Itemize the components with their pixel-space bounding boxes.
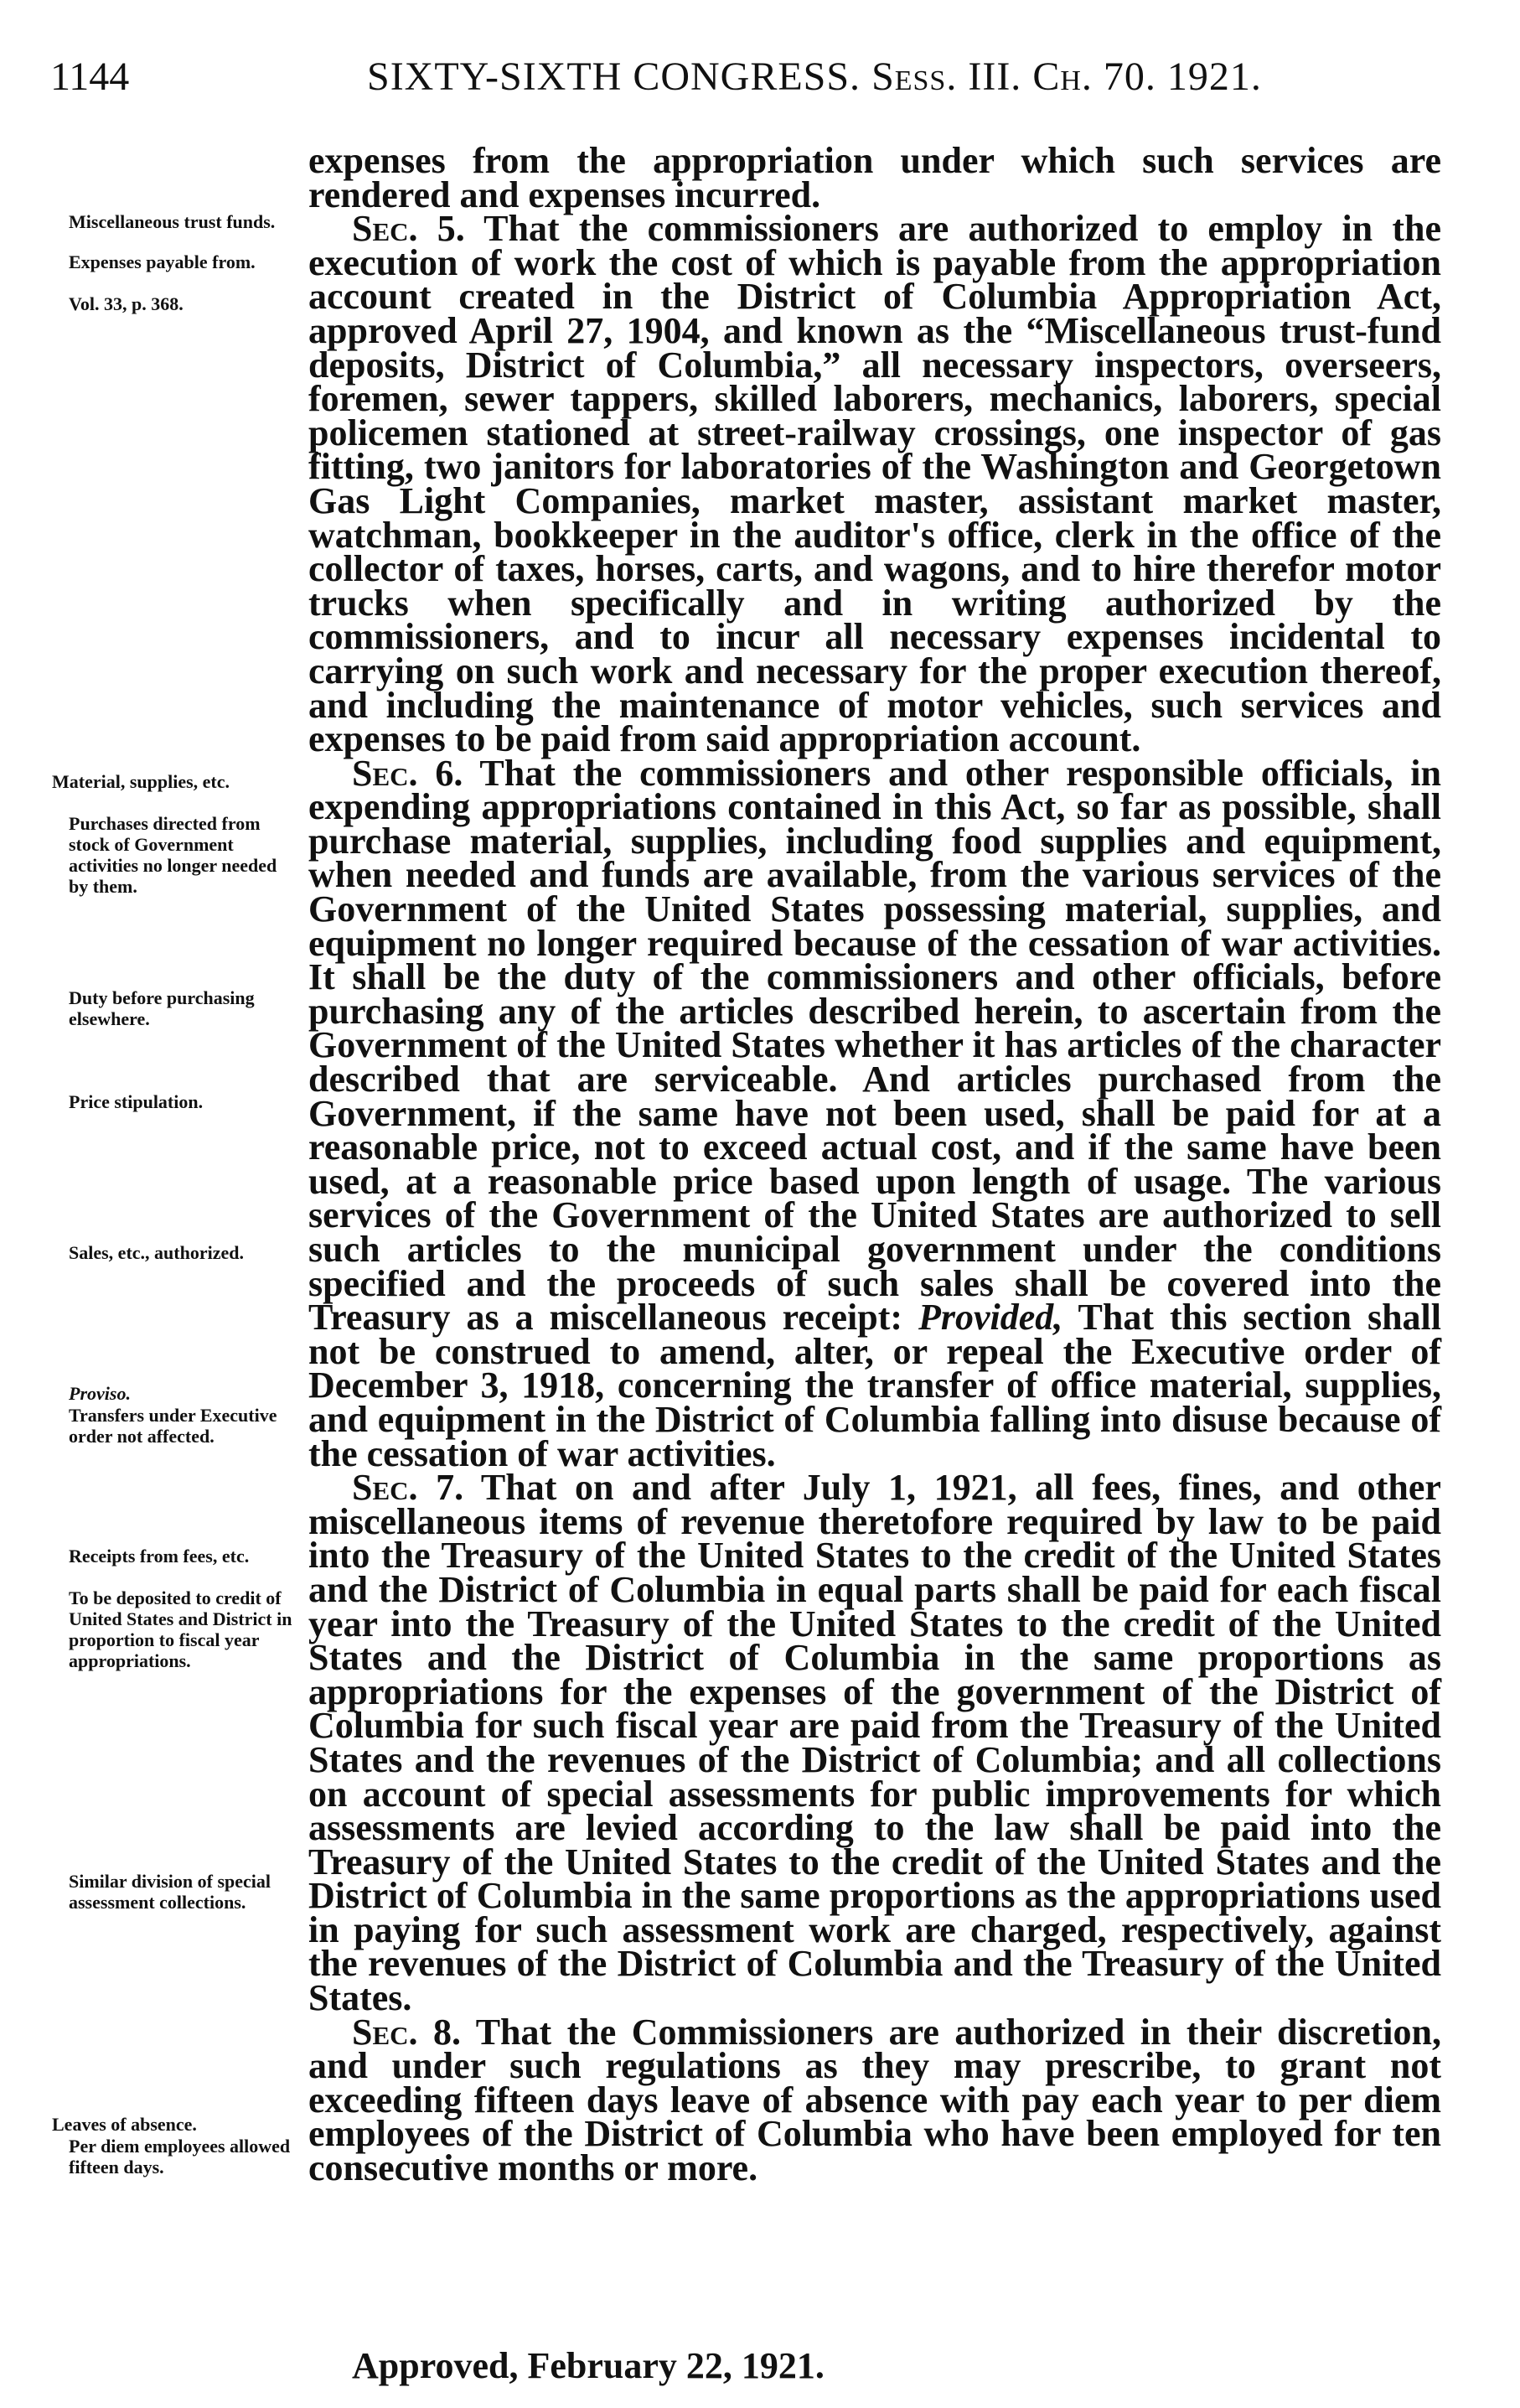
margin-note-per-diem: Per diem employees allowed fifteen days.: [69, 2136, 291, 2178]
section-5: [308, 208, 1441, 760]
section-6-label: Sec. 6.: [352, 752, 463, 794]
approval-line: Approved, February 22, 1921.: [352, 2345, 825, 2386]
section-5-text: That the commissioners are authorized to employ in the execution of work the cost of which is payable from the appropriation account created in the District of Columbia Appropriation Act, approved April 27, 1904, and known as the “Miscellaneous trust-fund deposits, District of Columbia,” all necessary inspectors, overseers, foremen, sewer tappers, skilled laborers, mechanics, laborers, special policemen stationed at street-railway crossings, one inspector of gas fitting, two janitors for laboratories of the Washington and Georgetown Gas Light Companies, market master, assistant market master, watchman, bookkeeper in the auditor's office, clerk in the office of the collector of taxes, horses, carts, and wagons, and to hire therefor motor trucks when specifically and in writing authorized by the commissioners, and to incur all necessary expenses incidental to carrying on such work and necessary for the proper execution thereof, and including the maintenance of motor vehicles, such services and expenses to be paid from said appropriation account.: [308, 208, 1441, 760]
section-8-text: That the Commissioners are authorized in their discretion, and under such regulations as they may prescribe, to grant not exceeding fifteen days leave of absence with pay each year to per diem employees of the District of Columbia who have been employed for ten consecutive months or more.: [308, 2011, 1441, 2189]
margin-note-price-stipulation: Price stipulation.: [69, 1091, 204, 1112]
congress-title: SIXTY-SIXTH CONGRESS.: [367, 54, 861, 99]
margin-note-transfers: Transfers under Executive order not affected.: [69, 1405, 277, 1447]
proviso-text: That this section shall not be construed to amend, alter, or repeal the Executive order of December 3, 1918, concerning the transfer of office material, supplies, and equipment in the District of Columbia falling into disuse because of the cessation of war activities.: [308, 1297, 1441, 1474]
margin-note-similar-division: Similar division of special assessment collections.: [69, 1871, 271, 1913]
margin-note-duty-before: Duty before purchasing elsewhere.: [69, 987, 255, 1029]
margin-note-misc-trust: Miscellaneous trust funds.: [69, 211, 276, 232]
margin-note-leaves-absence: Leaves of absence.: [52, 2114, 197, 2135]
chapter-label: Ch. 70.: [1032, 54, 1156, 99]
year-label: 1921.: [1166, 54, 1262, 99]
section-8-label: Sec. 8.: [352, 2011, 462, 2053]
margin-note-purchases-directed: Purchases directed from stock of Government activities no longer needed by them.: [69, 813, 277, 897]
margin-note-proviso: Proviso.: [69, 1383, 131, 1404]
section-7-label: Sec. 7.: [352, 1467, 464, 1509]
section-7: [308, 1467, 1441, 2019]
margin-note-vol-ref: Vol. 33, p. 368.: [69, 293, 184, 314]
proviso-word: Provided,: [918, 1297, 1063, 1339]
session-label: Sess. III.: [871, 54, 1022, 99]
header-title: [367, 52, 1262, 102]
section-6-text: That the commissioners and other responsible officials, in expending appropriations contained in this Act, so far as possible, shall purchase material, supplies, including food supplies and equipment, when needed and funds are available, from the various services of the Government of the United States possessing material, supplies, and equipment no longer required because of the cessation of war activities. It shall be the duty of the commissioners and other officials, before purchasing any of the articles described herein, to ascertain from the Government of the United States whether it has articles of the character described that are serviceable. And articles purchased from the Government, if the same have not been used, shall be paid for at a reasonable price, not to exceed actual cost, and if the same have been used, at a reasonable price based upon length of usage. The various services of the Government of the United States are authorized to sell such articles to the municipal government under the conditions specified and the proceeds of such sales shall be covered into the Treasury as a miscellaneous receipt:: [308, 752, 1441, 1339]
margin-note-receipts-fees: Receipts from fees, etc.: [69, 1546, 250, 1566]
margin-note-to-be-deposited: To be deposited to credit of United States and District in proportion to fiscal year appropriations.: [69, 1587, 292, 1671]
page-number: 1144: [50, 54, 130, 99]
section-8: [308, 2011, 1441, 2189]
section-5-label: Sec. 5.: [352, 208, 465, 250]
margin-note-sales-authorized: Sales, etc., authorized.: [69, 1242, 244, 1263]
continuation-paragraph: expenses from the appropriation under which such services are rendered and expenses incurred.: [308, 140, 1441, 215]
body-text: [308, 140, 1441, 2189]
margin-note-material-supplies: Material, supplies, etc.: [52, 771, 230, 792]
section-6: [308, 752, 1441, 1474]
margin-note-expenses-payable: Expenses payable from.: [69, 251, 256, 272]
running-head: [50, 52, 1458, 102]
section-7-text: That on and after July 1, 1921, all fees, fines, and other miscellaneous items of revenue theretofore required by law to be paid into the Treasury of the United States to the credit of the United States and the District of Columbia in equal parts shall be paid for each fiscal year into the Treasury of the United States to the credit of the United States and the District of Columbia in the same proportions as appropriations for the expenses of the government of the District of Columbia for such fiscal year are paid from the Treasury of the United States and the revenues of the District of Columbia; and all collections on account of special assessments for public improvements for which assessments are levied according to the law shall be paid into the Treasury of the United States to the credit of the United States and the District of Columbia in the same proportions as the appropriations used in paying for such assessment work are charged, respectively, against the revenues of the District of Columbia and the Treasury of the United States.: [308, 1467, 1441, 2019]
